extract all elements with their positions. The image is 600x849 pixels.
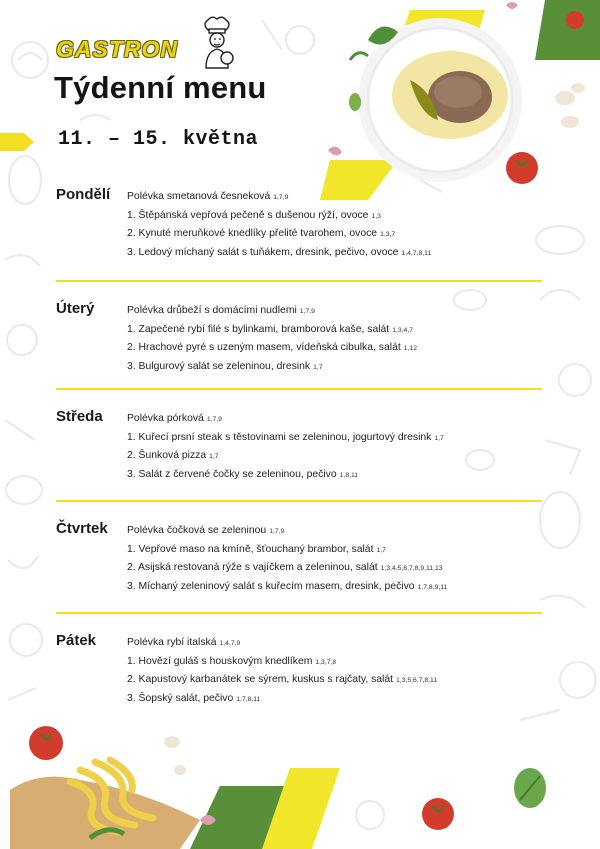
soup-line: Polévka drůbeží s domácími nudlemi 1,7,9 (127, 305, 315, 316)
dish-line: 2. Kapustový karbanátek se sýrem, kuskus s rajčaty, salát 1,3,5,6,7,8,11 (127, 674, 438, 685)
dish-line: 3. Salát z červené čočky se zeleninou, pečivo 1,8,11 (127, 468, 359, 480)
allergens: 1,3,7 (380, 231, 396, 238)
yellow-arrow-marker (0, 133, 34, 151)
dish-line: 1. Hovězí guláš s houskovým knedlíkem 1,3,7,8 (127, 655, 337, 667)
allergens: 1,7 (376, 546, 386, 554)
allergens: 1,7 (313, 363, 323, 371)
brand-logo: GASTRON (56, 36, 178, 62)
allergens: 1,7,9 (273, 194, 289, 201)
soup-line: Polévka rybí italská 1,4,7,9 (127, 637, 241, 648)
allergens: 1,7 (209, 453, 219, 460)
day-name: Středa (56, 408, 103, 425)
dish-line: 3. Šopský salát, pečivo 1,7,8,11 (127, 692, 261, 704)
allergens: 1,3,5,6,7,8,11 (396, 677, 438, 684)
dish-line: 1. Zapečené rybí filé s bylinkami, bramborová kaše, salát 1,3,4,7 (127, 323, 413, 335)
allergens: 1,7,8,11 (236, 695, 261, 703)
allergens: 1,7,9 (269, 528, 285, 535)
allergens: 1,7,9 (299, 308, 315, 315)
dish-line: 2. Hrachové pyré s uzeným masem, vídeňská cibulka, salát 1,12 (127, 342, 417, 353)
day-dishes (127, 302, 567, 376)
allergens: 1,3,4,5,6,7,8,9,11,13 (380, 565, 443, 572)
allergens: 1,3 (371, 212, 381, 220)
dish-line: 3. Míchaný zeleninový salát s kuřecím masem, dresink, pečivo 1,7,8,9,11 (127, 580, 448, 592)
day-dishes (127, 410, 567, 484)
date-range: 11. – 15. května (58, 128, 259, 151)
allergens: 1,4,7,8,11 (401, 249, 432, 257)
dish-line: 1. Kuřecí prsní steak s těstovinami se zeleninou, jogurtový dresink 1,7 (127, 431, 444, 443)
dish-line: 3. Bulgurový salát se zeleninou, dresink 1,7 (127, 360, 323, 372)
page-title: Týdenní menu (54, 70, 267, 105)
dish-line: 3. Ledový míchaný salát s tuňákem, dresink, pečivo, ovoce 1,4,7,8,11 (127, 246, 432, 258)
bottom-food-decoration (0, 690, 600, 849)
section-divider (56, 612, 542, 614)
soup-line: Polévka smetanová česneková 1,7,9 (127, 191, 289, 202)
section-divider (56, 388, 542, 390)
dish-line: 2. Kynuté meruňkové knedlíky přelité tvarohem, ovoce 1,3,7 (127, 228, 396, 239)
day-dishes (127, 188, 567, 262)
chef-mascot-icon (194, 16, 238, 72)
day-name: Čtvrtek (56, 520, 108, 537)
allergens: 1,7,8,9,11 (417, 583, 448, 591)
day-name: Pondělí (56, 186, 111, 203)
allergens: 1,3,4,7 (392, 326, 413, 334)
day-name: Pátek (56, 632, 97, 649)
allergens: 1,3,7,8 (315, 658, 337, 666)
allergens: 1,7,9 (206, 416, 222, 423)
day-dishes (127, 522, 567, 596)
section-divider (56, 280, 542, 282)
allergens: 1,8,11 (339, 471, 359, 479)
allergens: 1,4,7,9 (219, 640, 241, 647)
day-name: Úterý (56, 300, 95, 317)
dish-line: 1. Vepřové maso na kmíně, šťouchaný brambor, salát 1,7 (127, 543, 386, 555)
hero-food-plate-image (320, 0, 600, 200)
soup-line: Polévka čočková se zeleninou 1,7,9 (127, 525, 285, 536)
soup-line: Polévka pórková 1,7,9 (127, 413, 222, 424)
dish-line: 1. Štěpánská vepřová pečeně s dušenou rýží, ovoce 1,3 (127, 209, 381, 221)
allergens: 1,7 (434, 434, 444, 442)
dish-line: 2. Asijská restovaná rýže s vajíčkem a zeleninou, salát 1,3,4,5,6,7,8,9,11,13 (127, 562, 443, 573)
dish-line: 2. Šunková pizza 1,7 (127, 450, 219, 461)
allergens: 1,12 (403, 345, 417, 352)
section-divider (56, 500, 542, 502)
